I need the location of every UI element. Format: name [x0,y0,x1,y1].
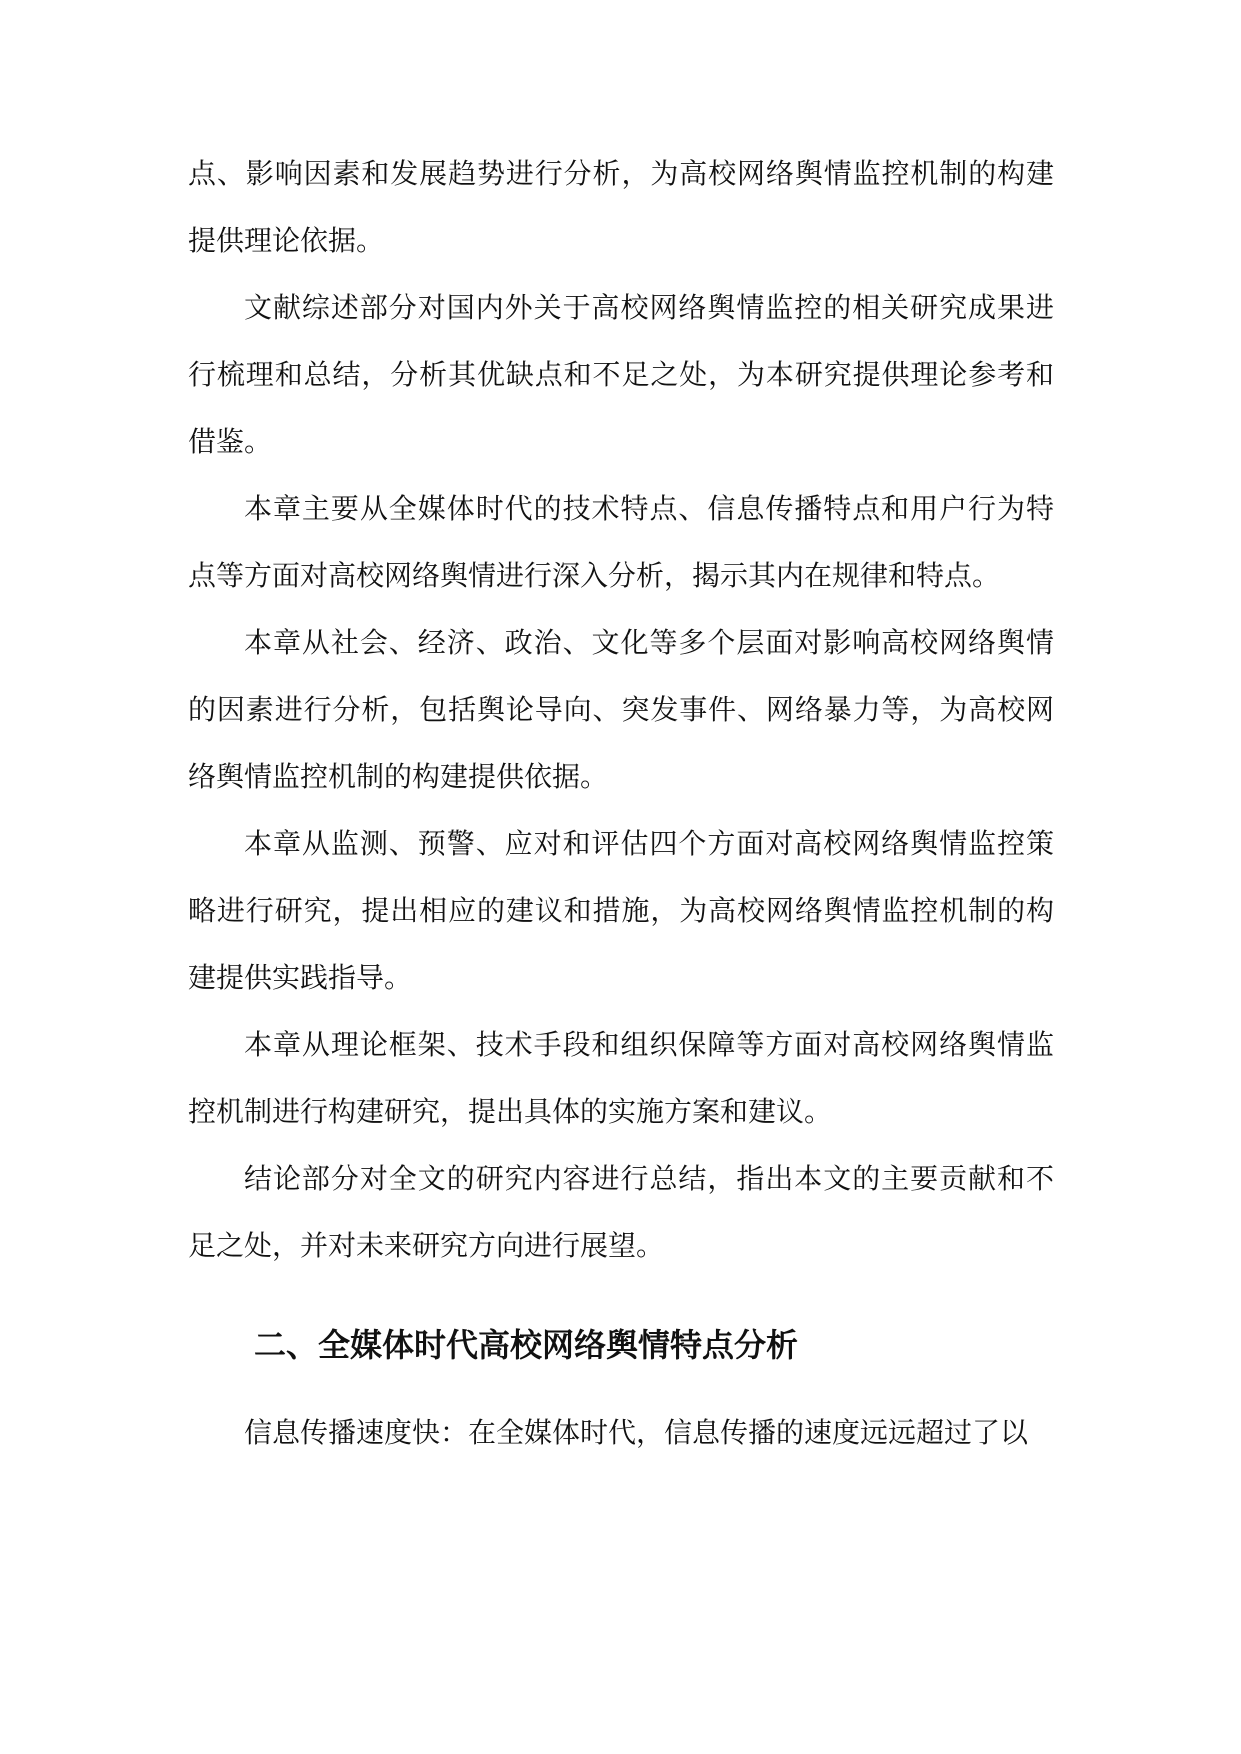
paragraph-chapter-factors: 本章从社会、经济、政治、文化等多个层面对影响高校网络舆情的因素进行分析，包括舆论导向、突发事件、网络暴力等，为高校网络舆情监控机制的构建提供依据。 [188,626,1054,793]
paragraph-chapter-strategies: 本章从监测、预警、应对和评估四个方面对高校网络舆情监控策略进行研究，提出相应的建议和措施，为高校网络舆情监控机制的构建提供实践指导。 [188,827,1054,994]
paragraph-chapter-mechanism: 本章从理论框架、技术手段和组织保障等方面对高校网络舆情监控机制进行构建研究，提出具体的实施方案和建议。 [188,1028,1054,1128]
paragraph-continued: 点、影响因素和发展趋势进行分析，为高校网络舆情监控机制的构建提供理论依据。 [188,157,1054,257]
paragraph-literature-review: 文献综述部分对国内外关于高校网络舆情监控的相关研究成果进行梳理和总结，分析其优缺点和不足之处，为本研究提供理论参考和借鉴。 [188,291,1054,458]
paragraph-chapter-characteristics: 本章主要从全媒体时代的技术特点、信息传播特点和用户行为特点等方面对高校网络舆情进行深入分析，揭示其内在规律和特点。 [188,492,1054,592]
section-heading: 二、全媒体时代高校网络舆情特点分析 [254,1326,799,1364]
paragraph-conclusion: 结论部分对全文的研究内容进行总结，指出本文的主要贡献和不足之处，并对未来研究方向进行展望。 [188,1162,1054,1262]
document-body [188,140,1054,1466]
paragraph-trailing: 信息传播速度快：在全媒体时代，信息传播的速度远远超过了以 [244,1416,1029,1449]
